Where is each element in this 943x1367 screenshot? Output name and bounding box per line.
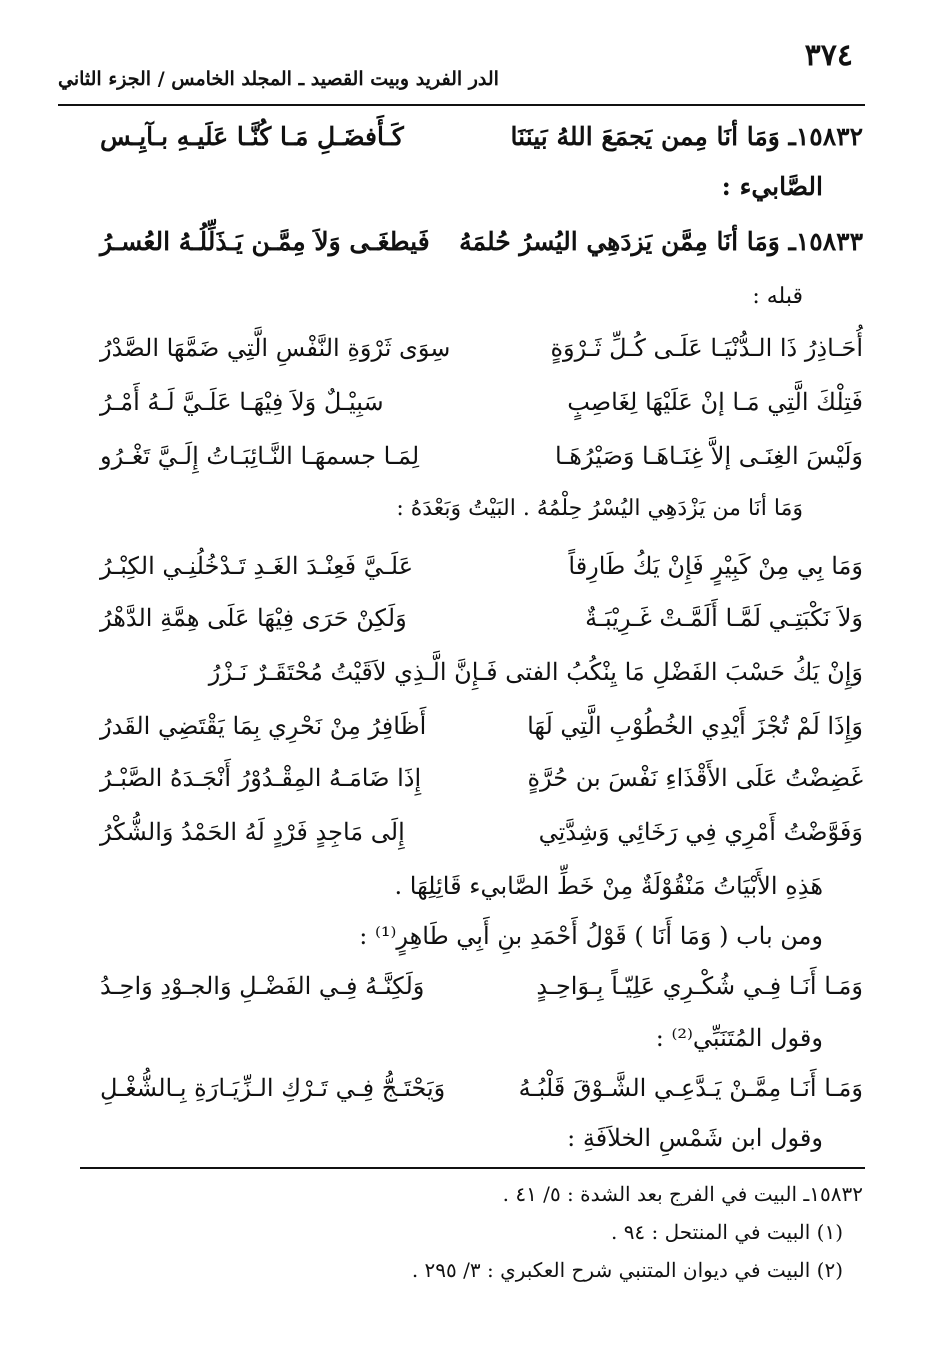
page-number: ٣٧٤ [804,38,853,73]
verse-first-hemistich: وَمَـا أَنَـا فِـي شُكْـرِي عَلِيّـاً بِـوَاحِـدٍ [536,972,863,1000]
prose-text: الصَّابيء : [721,172,823,201]
footnote: (٢) البيت في ديوان المتنبي شرح العكبري : ٣/ ٢٩٥ . [411,1258,843,1282]
footnote: ١٥٨٣٢ـ البيت في الفرج بعد الشدة : ٥/ ٤١ . [502,1182,863,1206]
footnote: (١) البيت في المنتحل : ٩٤ . [610,1220,843,1244]
header-rule [58,104,865,106]
verse-second-hemistich: وَلَكِنَّـهُ فِـي الفَضْـلِ وَالجـوْدِ وَاحِـدُ [100,972,425,1000]
prose-text: وَمَا أنَا من يَزْدَهِي اليُسْرُ حِلْمُهُ . البَيْتُ وَبَعْدَهُ : [396,496,803,521]
prose-text: وقول ابن شَمْسِ الخلاَفَةِ : [567,1124,823,1152]
verse-second-hemistich: لِمَـا جسمهَـا النَّـائِبَـاتُ إِلَـيَّ تَغْـرُو [100,442,420,470]
verse-second-hemistich: وَلَكِنْ حَرَى فِيْهَا عَلَى هِمَّةِ الدَّهْرُ [100,604,407,632]
footnote-rule [80,1167,865,1169]
verse-second-hemistich: كَـأَفضَـلِ مَـا كُنَّـا عَلَيـهِ بـآيِـس [100,122,404,151]
prose-text: وقول المُتَنَبِّي⁽²⁾ : [655,1024,823,1052]
verse-first-hemistich: وَمَـا أَنَـا مِمَّـنْ يَـدَّعِـي الشَّـوْقَ قَلْبُـهُ [518,1074,863,1102]
verse-second-hemistich: إِذَا ضَامَـهُ المِقْـدُوْرُ أَنْجَـدَهُ الصَّبْـرُ [100,764,422,792]
verse-first-hemistich: غَضِضْتُ عَلَى الأَقْذَاءِ نَفْسَ بن حُرَّةٍ [527,764,863,792]
page-body [100,112,863,1167]
page-header [58,38,853,98]
prose-text: هَذِهِ الأَبْيَاتُ مَنْقُوْلَةٌ مِنْ خَطِّ الصَّابيء قَائِلِهَا . [394,872,823,900]
verse-second-hemistich: وَيَحْتَـجُّ فِـي تَـرْكِ الـزِّيَـارَةِ بِـالشُّغْـلِ [100,1074,446,1102]
verse-second-hemistich: فَيطغَـى وَلاَ مِمَّـن يَـذَلِّلُـهُ العُسـرُ [100,227,430,256]
verse-second-hemistich: عَلَـيَّ فَعِنْـدَ الغَـدِ تَـدْخُلُنِـي الكِبْـرُ [100,552,414,580]
verse-first-hemistich: فَتِلْكَ الَّتِي مَـا إنْ عَلَيْهَا لِغَاصِبٍ [567,388,863,416]
verse-first-hemistich: وَفَوَّضْتُ أَمْرِي فِي رَخَائِي وَشِدَّتِي [538,818,863,846]
verse-first-hemistich: وَلَيْسَ الغِنَـى إلاَّ غِنَـاهَـا وَصَيْرُهَـا [554,442,863,470]
running-title: الدر الفريد وبيت القصيد ـ المجلد الخامس / الجزء الثاني [58,68,499,90]
prose-text: قبله : [752,284,803,309]
verse-second-hemistich: سِوَى ثَرْوَةِ النَّفْسِ الَّتِي ضَمَّهَا الصَّدْرُ [100,334,451,362]
verse-text: وَإِنْ يَكُ حَسْبَ الفَضْلِ مَا يِنْكُبُ الفتى فَـإِنَّ الَّـذِي لاَقَيْتُ مُحْتَقَـرٌ نَـزْرُ [208,658,863,686]
verse-second-hemistich: سَبِيْـلٌ وَلاَ فِيْهَـا عَلَـيَّ لَـهُ أَمْـرُ [100,388,384,416]
verse-first-hemistich: أُحَـاذِرُ ذَا الـدُّنْيَـا عَلَـى كُـلِّ ثَـرْوَةٍ [550,334,863,362]
verse-first-hemistich: ١٥٨٣٣ـ وَمَا أنَا مِمَّن يَزدَهِي اليُسرُ حُلمَهُ [459,227,863,256]
verse-first-hemistich: وَإِذَا لَمْ تُجْزَ أَيْدِي الخُطُوْبِ الَّتِي لَهَا [527,712,863,740]
verse-second-hemistich: إِلَى مَاجِدٍ فَرْدٍ لَهُ الحَمْدُ وَالشُّكْرُ [100,818,405,846]
prose-text: ومن باب ( وَمَا أَنَا ) قَوْلُ أَحْمَدِ بنِ أَبِي طَاهِرٍ⁽¹⁾ : [359,922,823,950]
verse-first-hemistich: وَمَا بِي مِنْ كَبِيْرٍ فَإِنْ يَكُ طَارِقاً [568,552,863,580]
verse-first-hemistich: وَلاَ نَكْبَتِـي لَمَّـا أَلَمَّـتْ غَـرِيْبَـةٌ [585,604,863,632]
verse-second-hemistich: أَظَافِرُ مِنْ نَحْرِي بِمَا يَقْتَضِي القَدرُ [100,712,427,740]
verse-first-hemistich: ١٥٨٣٢ـ وَمَا أنَا مِمن يَجمَعَ اللهُ بَينَنَا [510,122,863,151]
